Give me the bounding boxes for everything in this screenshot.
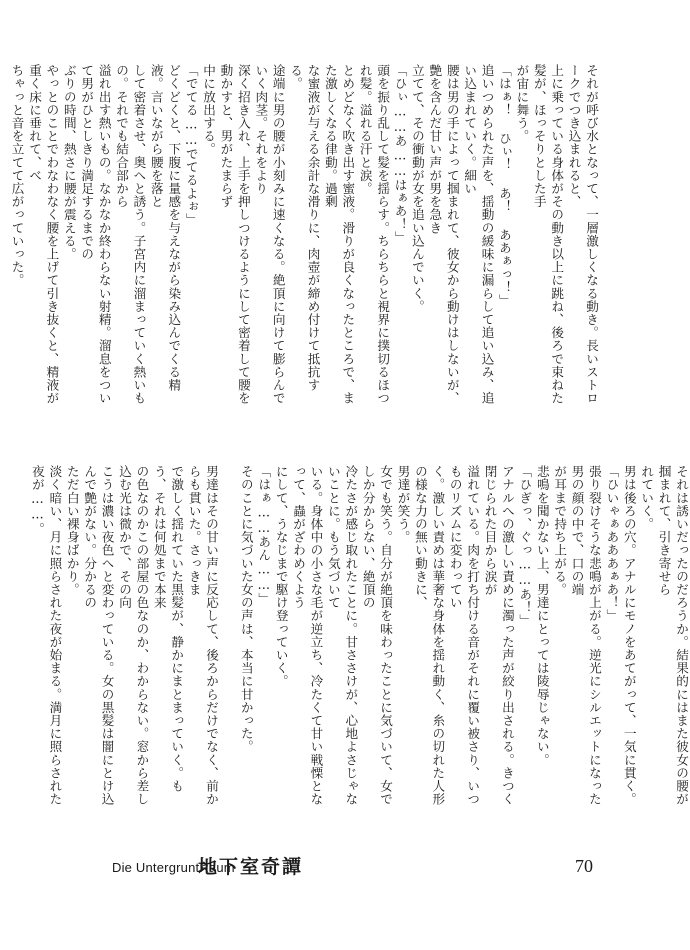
text-line: して密着させ、奥へと誘う。子宮内に溜まっていく熱いもの。それでも結合部から xyxy=(114,64,147,405)
text-line: 張り裂けそうな悲鳴が上がる。逆光にシルエットになった男の顔の中で、口の端 xyxy=(569,465,602,806)
text-line: が宙に舞う。 xyxy=(514,64,530,143)
text-line: 淡く暗い、月に照らされた夜が始まる。満月に照らされた夜が……。 xyxy=(29,465,63,806)
text-line: 上に乗っている身体がその動き以上に跳ね、後ろで束ねた髪が、ほっそりとした手 xyxy=(531,64,565,405)
text-line: 「でてる……でてるよぉ」 xyxy=(183,64,199,226)
footer-series-title: Die UntergruntRaum xyxy=(112,860,235,875)
text-line: 腰は男の手によって掴まれて、彼女から動けはしないが、艶を含んだ甘い声が男を急き xyxy=(427,64,460,405)
text-line: 男達はその甘い声に反応して、後ろからだけでなく、前からも貫いた。さっきま xyxy=(186,465,220,806)
text-line: それが呼び水となって、一層激しくなる動き。長いストロークでつき込まれると、 xyxy=(566,64,599,405)
text-line: 「ひぎっ、ぐっ……あ！」 xyxy=(517,465,533,627)
text-line: 途端に男の腰が小刻みに速くなる。絶頂に向けて膨らんでいく肉茎。それをより xyxy=(253,64,286,405)
text-line: それは誘いだったのだろうか。結果的にはまた彼女の腰が掴まれて、引き寄せら xyxy=(656,465,689,806)
lower-text-block xyxy=(29,465,690,818)
text-line: にして、うなじまで駆け登っていく。 xyxy=(273,465,289,688)
text-line: 「はぁ！ ひぃ！ あ！ ああぁっ！」 xyxy=(496,64,512,307)
text-line: 溢れている。肉を打ち付ける音がそれに覆い被さり、いつものリズムに変わってい xyxy=(447,465,481,806)
text-line: 「ひいゃぁあああぁあ！」 xyxy=(604,465,620,623)
text-line: 立てて、その衝動が女を追い込んでいく。 xyxy=(409,64,425,313)
footer-title-jp: 地下室奇譚 xyxy=(198,856,304,878)
text-line: 男は後ろの穴。アナルにモノをあてがって、一気に貫く。 xyxy=(621,465,637,806)
text-line: 悲鳴を聞かない上、男達にとっては陵辱じゃない。 xyxy=(534,465,550,767)
text-line: 冷たさが感じ取れたことに。甘ささけが、心地よさじゃないことに。もう気づいて xyxy=(325,465,359,806)
text-line: ちゃっと音を立てて広がっていった。 xyxy=(9,64,25,287)
text-line: 深く招き入れ、上手を押しつけるようにして密着して腰を動かすと、男がたまらず xyxy=(218,64,251,405)
text-line: 追いつめられた声を、揺動の緩味に漏らして追い込み、追い込まれていく。細い xyxy=(462,64,495,405)
text-line: で激しく揺れていた黒髪が、静かにまとまっていく。もう、それは何処まで本来 xyxy=(151,465,185,793)
text-line: やっとのことでわなわなく腰を上げて引き抜くと、精液が重く床に垂れて、べ xyxy=(27,64,60,405)
text-line: 女でも笑う。自分が絶頂を味わったことに気づいて、女でしか分からない、絶頂の xyxy=(360,465,394,806)
text-line: 「ひぃ……あ……はぁあ！」 xyxy=(392,64,408,244)
text-line: が耳まで持ち上がる。 xyxy=(552,465,568,596)
text-line: な蜜液が与える余計な滑りに、肉壺が締め付けて抵抗する。 xyxy=(288,64,321,392)
text-line: 「はぁ……あん……」 xyxy=(256,465,272,606)
text-line: く。激しい責めは華奢な身体を揺れ動く、糸の切れた人形の様な力の無い動きに、 xyxy=(412,465,446,806)
text-line: れていく。 xyxy=(639,465,655,531)
text-line: ただ白い裸身ばかり。 xyxy=(64,465,80,596)
text-line: ぶりの時間、熱さに腰が震える。 xyxy=(61,64,77,261)
text-line xyxy=(220,465,237,818)
text-line xyxy=(0,64,8,416)
text-line: いる。身体中の小さな毛が逆立ち、冷たくて甘い戦慄となって、蟲がざわめくよう xyxy=(291,465,324,806)
text-line: 溢れ出す熱いもの。なかなか終わらない射精。溜息をついて男がひとしきり満足するまでの xyxy=(79,64,112,405)
text-line: そのことに気づいた女の声は、本当に甘かった。 xyxy=(238,465,254,754)
text-line: 男達が笑う。 xyxy=(395,465,411,544)
text-line: 中に放出する。 xyxy=(201,64,217,156)
text-line: アナルへの激しい責めに濁った声が絞り出される。きつく閉じられた目から涙が xyxy=(482,465,515,806)
page-number: 70 xyxy=(575,856,593,876)
upper-text-block xyxy=(9,64,600,416)
text-line: どくどくと、下腹に量感を与えながら染み込んでくる精液。言いながら腰を落と xyxy=(148,64,182,392)
text-line: の色なのかこの部屋の色なのか、わからない。窓から差し込む光は微かで、その向 xyxy=(117,465,150,806)
text-line: とめどなく吹き出す蜜液。滑りが良くなったところで、また激しくなる律動。過剰 xyxy=(322,64,356,405)
text-line: こうは濃い夜色へと変わっている。女の黒髪は闇にとけ込んで艶がない。分かるの xyxy=(82,465,115,806)
text-line: 頭を振り乱して髪を揺らす。ちらちらと視界に撲切るほつれ髪。溢れる汗と涙。 xyxy=(357,64,391,405)
